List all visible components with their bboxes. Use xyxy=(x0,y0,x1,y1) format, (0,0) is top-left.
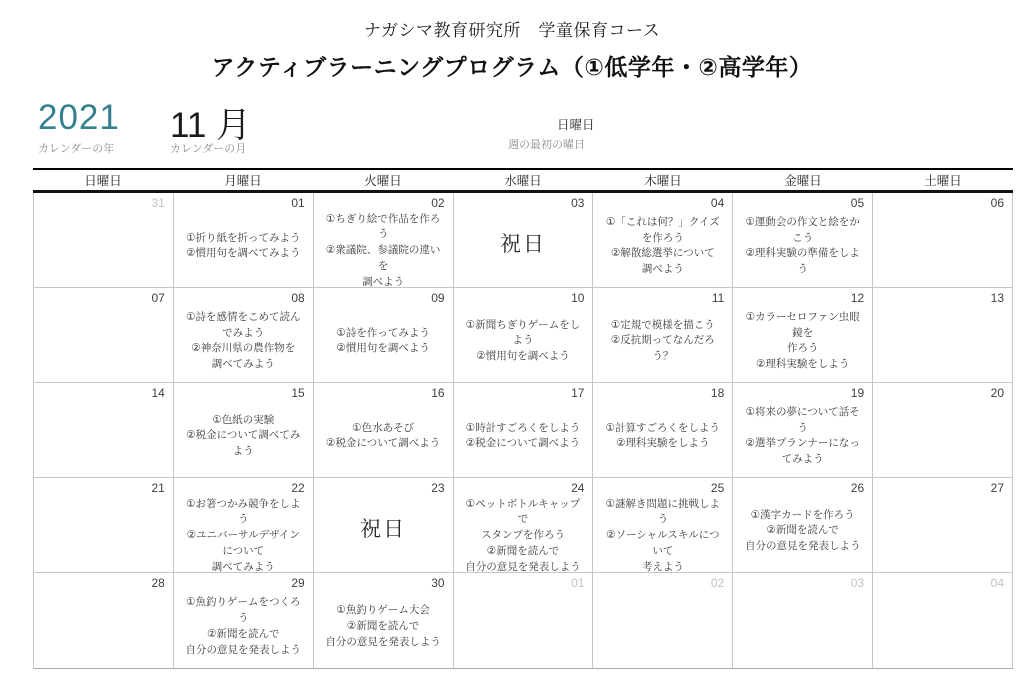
activity-list xyxy=(741,402,864,473)
calendar-cell xyxy=(314,573,454,668)
activity-line: ②理科実験をしよう xyxy=(756,358,850,371)
activity-line: ②新聞を読んで xyxy=(207,627,280,640)
calendar-cell xyxy=(174,573,314,668)
calendar-cell xyxy=(733,383,873,478)
date-number: 29 xyxy=(291,576,305,590)
first-day-label: 週の最初の曜日 xyxy=(508,139,585,151)
date-number: 03 xyxy=(850,576,865,590)
activity-line: ①将来の夢について話そう xyxy=(745,405,860,434)
activity-line: ②新聞を読んで xyxy=(486,544,560,557)
calendar xyxy=(33,168,1013,669)
calendar-cell xyxy=(314,193,454,288)
calendar-info-row xyxy=(0,98,1024,158)
activity-list xyxy=(182,402,305,473)
calendar-cell xyxy=(733,478,873,573)
calendar-cell xyxy=(733,193,873,288)
activity-line: ②税金について調べてみよう xyxy=(186,429,301,458)
activity-list xyxy=(322,592,445,664)
date-number: 04 xyxy=(710,196,725,210)
date-number: 19 xyxy=(850,386,865,400)
activity-line: ①折り紙を折ってみよう xyxy=(186,231,301,244)
activity-line: ①漢字カードを作ろう xyxy=(750,508,855,521)
date-number: 08 xyxy=(291,291,305,305)
weekday-label-5: 金曜日 xyxy=(784,174,822,188)
date-number: 04 xyxy=(990,576,1004,590)
date-number: 10 xyxy=(571,291,585,305)
activity-list xyxy=(741,212,864,283)
activity-line: 調べよう xyxy=(641,263,684,276)
calendar-cell xyxy=(314,478,454,573)
date-number: 02 xyxy=(710,576,725,590)
calendar-cell xyxy=(34,288,174,383)
date-number: 13 xyxy=(990,291,1004,305)
calendar-cell xyxy=(174,193,314,288)
calendar-cell xyxy=(174,288,314,383)
activity-list xyxy=(601,402,724,473)
date-number: 16 xyxy=(431,386,445,400)
activity-line: ②解散総選挙について xyxy=(611,247,715,260)
calendar-cell xyxy=(454,288,594,383)
calendar-cell xyxy=(593,193,733,288)
date-number: 11 xyxy=(711,291,725,305)
activity-line: ①カラーセロファン虫眼鏡を xyxy=(745,310,860,339)
activity-line: ①詩を作ってみよう xyxy=(336,326,430,339)
activity-list xyxy=(322,307,445,378)
activity-line: ②新聞を読んで xyxy=(766,524,839,537)
date-number: 01 xyxy=(291,196,305,210)
weekday-label-3: 水曜日 xyxy=(504,174,542,188)
date-number: 23 xyxy=(431,481,445,495)
activity-line: ①魚釣りゲーム大会 xyxy=(336,604,430,617)
date-number: 15 xyxy=(291,386,305,400)
activity-line: スタンプを作ろう xyxy=(480,529,565,542)
calendar-cell xyxy=(174,478,314,573)
calendar-cell xyxy=(593,288,733,383)
date-number: 14 xyxy=(151,386,165,400)
activity-line: ①ちぎり絵で作品を作ろう xyxy=(325,212,441,241)
activity-list xyxy=(601,307,724,378)
activity-line: ②理科実験をしよう xyxy=(616,437,710,450)
activity-line: ②新聞を読んで xyxy=(346,619,420,632)
activity-line: 自分の意見を発表しよう xyxy=(185,643,302,656)
activity-line: ②慣用句を調べてみよう xyxy=(186,247,301,260)
date-number: 20 xyxy=(990,386,1004,400)
date-number: 21 xyxy=(151,481,165,495)
activity-line: ①色紙の実験 xyxy=(212,413,275,426)
activity-line: ①色水あそび xyxy=(352,421,415,434)
date-number: 28 xyxy=(151,576,165,590)
weekday-header-row xyxy=(33,168,1013,193)
activity-line: ①定規で模様を描こう xyxy=(610,318,715,331)
date-number: 07 xyxy=(151,291,165,305)
holiday-label: 祝日 xyxy=(360,518,407,542)
activity-line: ②税金について調べよう xyxy=(326,437,441,450)
activity-line: 考えよう xyxy=(641,560,684,573)
date-number: 25 xyxy=(710,481,725,495)
calendar-cell xyxy=(873,288,1013,383)
activity-line: 自分の意見を発表しよう xyxy=(465,560,581,573)
calendar-cell xyxy=(34,383,174,478)
calendar-cell xyxy=(873,193,1013,288)
activity-line: ②ユニバーサルデザインについて xyxy=(186,529,300,557)
calendar-cell xyxy=(454,383,594,478)
activity-line: ①計算すごろくをしよう xyxy=(605,421,721,434)
activity-line: ②選挙プランナーになってみよう xyxy=(745,437,860,466)
holiday-label: 祝日 xyxy=(499,233,546,257)
activity-line: ②神奈川県の農作物を xyxy=(191,342,296,355)
month-value: 11 月 xyxy=(170,106,252,145)
activity-list xyxy=(601,212,724,283)
page-subtitle: アクティブラーニングプログラム（①低学年・②高学年） xyxy=(211,54,813,80)
activity-list xyxy=(182,212,305,283)
activity-line: ②慣用句を調べよう xyxy=(476,350,570,363)
activity-line: 調べよう xyxy=(362,275,405,288)
activity-line: 調べてみよう xyxy=(211,358,275,371)
date-number: 02 xyxy=(431,196,445,210)
activity-line: ②理科実験の準備をしよう xyxy=(745,247,860,276)
activity-line: 調べてみよう xyxy=(211,560,275,573)
activity-list xyxy=(322,212,445,288)
activity-line: ②ソーシャルスキルについて xyxy=(606,529,720,557)
calendar-cell xyxy=(733,573,873,668)
date-number: 18 xyxy=(710,386,725,400)
activity-line: ①お箸つかみ競争をしよう xyxy=(186,497,301,526)
activity-list xyxy=(462,497,585,573)
date-number: 09 xyxy=(431,291,445,305)
activity-line: ①魚釣りゲームをつくろう xyxy=(186,596,301,625)
date-number: 03 xyxy=(571,196,585,210)
activity-line: 自分の意見を発表しよう xyxy=(744,540,861,553)
activity-line: ①時計すごろくをしよう xyxy=(465,421,581,434)
month-label: カレンダーの月 xyxy=(170,143,247,155)
page-title: ナガシマ教育研究所 学童保育コース xyxy=(363,21,661,40)
activity-line: ②慣用句を調べよう xyxy=(336,342,430,355)
date-number: 12 xyxy=(850,291,865,305)
activity-list xyxy=(182,307,305,378)
document-header xyxy=(0,16,1024,82)
activity-list xyxy=(462,402,585,473)
activity-line: 作ろう xyxy=(786,342,819,355)
calendar-cell xyxy=(873,573,1013,668)
activity-line: ②税金について調べよう xyxy=(465,437,581,450)
date-number: 27 xyxy=(990,481,1004,495)
calendar-cell xyxy=(34,193,174,288)
weekday-label-4: 木曜日 xyxy=(644,174,682,188)
date-number: 06 xyxy=(990,196,1004,210)
year-label: カレンダーの年 xyxy=(38,143,115,155)
activity-list xyxy=(182,497,305,573)
calendar-grid xyxy=(33,193,1013,669)
activity-line: ①詩を感情をこめて読んでみよう xyxy=(186,310,301,339)
weekday-label-0: 日曜日 xyxy=(84,174,122,188)
activity-line: 自分の意見を発表しよう xyxy=(325,635,441,648)
date-number: 31 xyxy=(151,196,165,210)
calendar-cell xyxy=(34,478,174,573)
activity-list xyxy=(462,307,585,378)
activity-list xyxy=(741,307,864,378)
weekday-label-1: 月曜日 xyxy=(224,174,262,188)
weekday-label-6: 土曜日 xyxy=(924,174,962,188)
activity-list xyxy=(601,497,724,573)
date-number: 17 xyxy=(571,386,585,400)
calendar-cell xyxy=(454,193,594,288)
date-number: 24 xyxy=(571,481,585,495)
activity-line: ②衆議院、参議院の違いを xyxy=(325,244,441,272)
activity-line: ①「これは何？」クイズを作ろう xyxy=(605,215,720,244)
date-number: 26 xyxy=(850,481,865,495)
calendar-cell xyxy=(873,383,1013,478)
calendar-cell xyxy=(593,383,733,478)
activity-list xyxy=(182,592,305,664)
activity-line: ①ペットボトルキャップで xyxy=(465,497,581,526)
calendar-cell xyxy=(454,573,594,668)
date-number: 22 xyxy=(291,481,305,495)
calendar-cell xyxy=(174,383,314,478)
calendar-cell xyxy=(593,573,733,668)
calendar-cell xyxy=(314,288,454,383)
activity-line: ①謎解き問題に挑戦しよう xyxy=(605,497,721,526)
weekday-label-2: 火曜日 xyxy=(364,174,402,188)
date-number: 30 xyxy=(431,576,445,590)
calendar-cell xyxy=(593,478,733,573)
calendar-cell xyxy=(34,573,174,668)
first-day-value: 日曜日 xyxy=(557,118,595,132)
calendar-cell xyxy=(873,478,1013,573)
date-number: 05 xyxy=(850,196,865,210)
calendar-cell xyxy=(454,478,594,573)
activity-line: ①運動会の作文と絵をかこう xyxy=(745,215,860,244)
calendar-cell xyxy=(733,288,873,383)
calendar-cell xyxy=(314,383,454,478)
activity-list xyxy=(741,497,864,568)
activity-line: ①新聞ちぎりゲームをしよう xyxy=(465,318,581,347)
year-value: 2021 xyxy=(38,98,120,137)
date-number: 01 xyxy=(571,576,585,590)
activity-line: ②反抗期ってなんだろう？ xyxy=(610,334,715,363)
activity-list xyxy=(322,402,445,473)
